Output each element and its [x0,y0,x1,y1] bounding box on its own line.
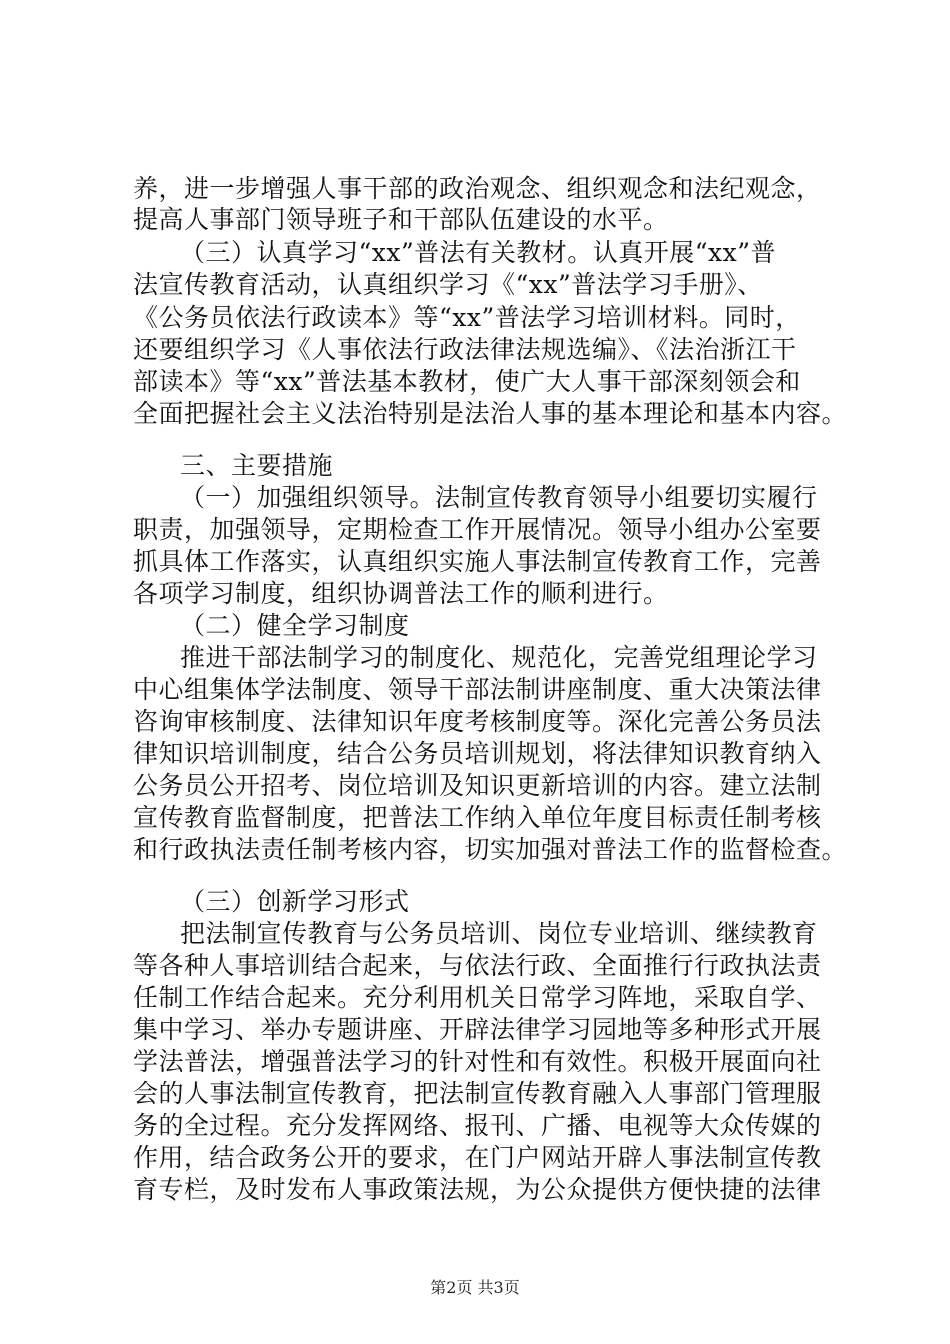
text-line: 任制工作结合起来。充分利用机关日常学习阵地，采取自学、 [133,983,822,1012]
text-line: 法宣传教育活动，认真组织学习《“xx”普法学习手册》、 [133,270,763,299]
text-line: 咨询审核制度、法律知识年度考核制度等。深化完善公务员法 [133,707,822,736]
text-line: 把法制宣传教育与公务员培训、岗位专业培训、继续教育 [180,919,818,948]
text-line: 全面把握社会主义法治特别是法治人事的基本理论和基本内容。 [133,399,848,428]
text-line: 和行政执法责任制考核内容，切实加强对普法工作的监督检查。 [133,835,848,864]
text-line: 提高人事部门领导班子和干部队伍建设的水平。 [133,205,669,234]
text-line: 职责，加强领导，定期检查工作开展情况。领导小组办公室要 [133,515,822,544]
subsection-heading: （三）创新学习形式 [180,887,410,916]
text-line: 推进干部法制学习的制度化、规范化，完善党组理论学习 [180,643,818,672]
text-line: 务的全过程。充分发挥网络、报刊、广播、电视等大众传媒的 [133,1111,822,1140]
text-line: 还要组织学习《人事依法行政法律法规选编》、《法治浙江干 [133,335,797,364]
text-line: 中心组集体学法制度、领导干部法制讲座制度、重大决策法律 [133,675,822,704]
text-line: 抓具体工作落实，认真组织实施人事法制宣传教育工作，完善 [133,547,822,576]
section-heading: 三、主要措施 [180,451,334,480]
text-line: 部读本》等“xx”普法基本教材，使广大人事干部深刻领会和 [133,367,801,396]
subsection-heading: （二）健全学习制度 [180,611,410,640]
text-line: 作用，结合政务公开的要求，在门户网站开辟人事法制宣传教 [133,1143,822,1172]
page-number: 第2页 共3页 [430,1278,520,1297]
text-line: 育专栏，及时发布人事政策法规，为公众提供方便快捷的法律 [133,1175,822,1204]
text-line: （三）认真学习“xx”普法有关教材。认真开展“xx”普 [180,238,777,267]
text-line: 公务员公开招考、岗位培训及知识更新培训的内容。建立法制 [133,771,822,800]
text-line: 集中学习、举办专题讲座、开辟法律学习园地等多种形式开展 [133,1015,822,1044]
text-line: 各项学习制度，组织协调普法工作的顺利进行。 [133,579,669,608]
text-line: （一）加强组织领导。法制宣传教育领导小组要切实履行 [180,483,818,512]
text-line: 学法普法，增强普法学习的针对性和有效性。积极开展面向社 [133,1047,822,1076]
text-line: 等各种人事培训结合起来，与依法行政、全面推行行政执法责 [133,951,822,980]
text-line: 养，进一步增强人事干部的政治观念、组织观念和法纪观念， [133,174,822,203]
text-line: 律知识培训制度，结合公务员培训规划，将法律知识教育纳入 [133,739,822,768]
text-line: 宣传教育监督制度，把普法工作纳入单位年度目标责任制考核 [133,803,822,832]
text-line: 会的人事法制宣传教育，把法制宣传教育融入人事部门管理服 [133,1079,822,1108]
text-line: 《公务员依法行政读本》等“xx”普法学习培训材料。同时， [133,303,801,332]
